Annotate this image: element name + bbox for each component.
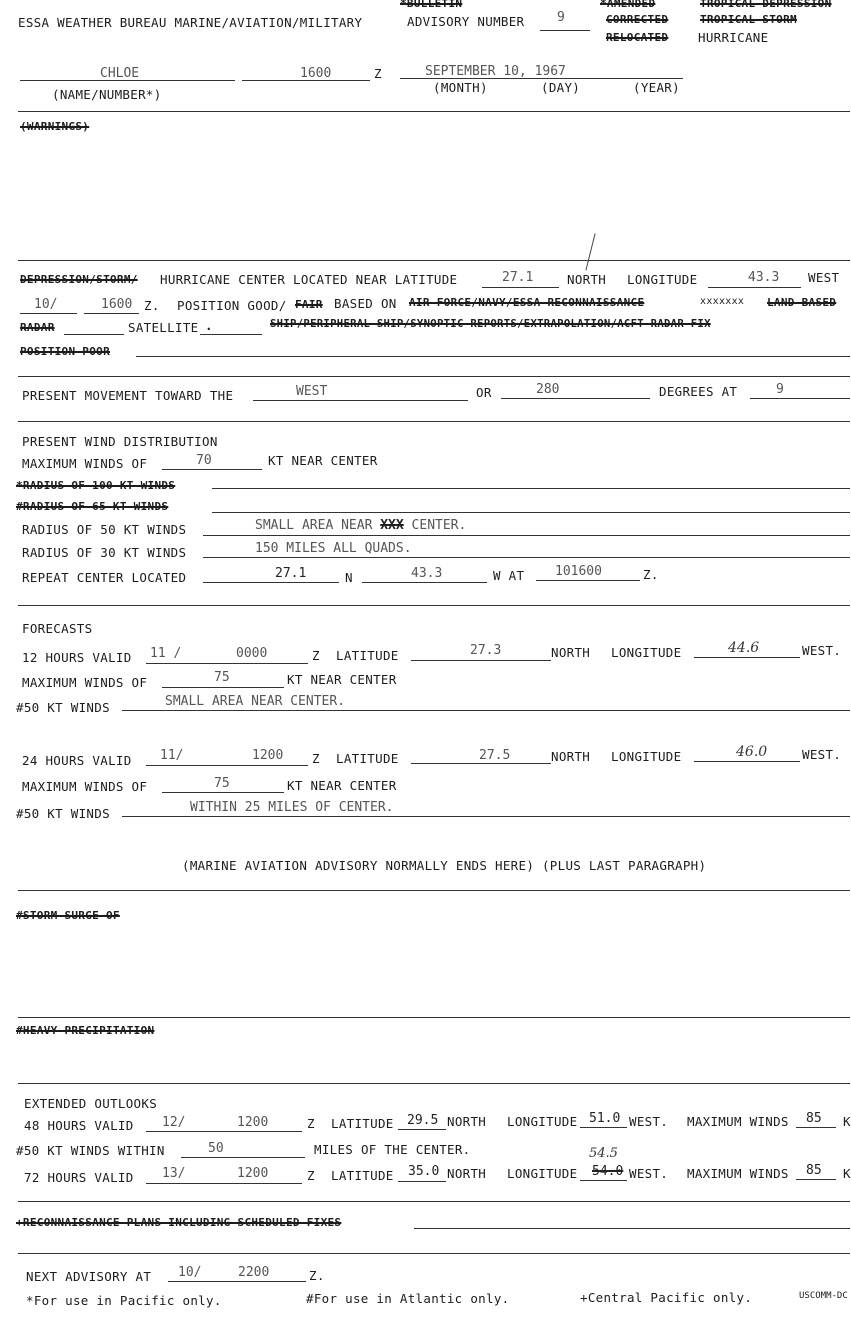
f12-day: 11 /	[150, 646, 182, 661]
recon-plans-label: +RECONNAISSANCE PLANS INCLUDING SCHEDULED FIXES	[16, 1216, 342, 1229]
outlook-w50-value: 50	[208, 1141, 224, 1156]
footnote-atlantic: #For use in Atlantic only.	[306, 1291, 510, 1306]
storm-name: CHLOE	[100, 66, 140, 81]
tropical-depression-label: TROPICAL DEPRESSION	[700, 0, 832, 10]
advisory-number-label: ADVISORY NUMBER	[407, 14, 525, 29]
outlook-w50-label: #50 KT WINDS WITHIN	[16, 1143, 165, 1158]
movement-label: PRESENT MOVEMENT TOWARD THE	[22, 388, 234, 403]
center-longitude-label: LONGITUDE	[627, 272, 698, 287]
h48-lat: 29.5	[407, 1113, 439, 1128]
h72-max: 85	[806, 1163, 822, 1178]
header-date: SEPTEMBER 10, 1967	[425, 64, 566, 79]
h48-z: Z	[307, 1116, 315, 1131]
max-winds-suffix: KT NEAR CENTER	[268, 453, 378, 468]
radar-label: RADAR	[20, 321, 55, 334]
advisory-number-value: 9	[557, 10, 565, 25]
f24-lon-label: LONGITUDE	[611, 749, 682, 764]
day-caption: (DAY)	[541, 80, 581, 95]
h72-lat: 35.0	[408, 1164, 440, 1179]
center-latitude: 27.1	[502, 270, 534, 285]
center-time: 1600	[101, 297, 133, 312]
f12-max-suffix: KT NEAR CENTER	[287, 672, 397, 687]
repeat-time: 101600	[555, 564, 602, 579]
h48-lon-label: LONGITUDE	[507, 1114, 578, 1129]
radius-30-value: 150 MILES ALL QUADS.	[255, 541, 412, 556]
movement-or: OR	[476, 385, 492, 400]
f24-max-suffix: KT NEAR CENTER	[287, 778, 397, 793]
f12-lat-label: LATITUDE	[336, 648, 399, 663]
h48-time: 1200	[237, 1115, 269, 1130]
f24-max-label: MAXIMUM WINDS OF	[22, 779, 148, 794]
movement-degrees: 280	[536, 382, 560, 397]
h48-cut: K	[843, 1114, 851, 1129]
storm-surge-label: #STORM SURGE OF	[16, 909, 120, 922]
relocated-label: RELOCATED	[606, 31, 669, 44]
max-winds-label: MAXIMUM WINDS OF	[22, 456, 148, 471]
h72-north: NORTH	[447, 1166, 487, 1181]
h72-lon-struck: 54.0	[592, 1164, 624, 1179]
f24-lon: 46.0	[736, 744, 768, 760]
f12-north: NORTH	[551, 645, 591, 660]
f24-lat-label: LATITUDE	[336, 751, 399, 766]
h48-north: NORTH	[447, 1114, 487, 1129]
tropical-storm-label: TROPICAL STORM	[700, 13, 797, 26]
h72-lat-label: LATITUDE	[331, 1168, 394, 1183]
year-caption: (YEAR)	[633, 80, 680, 95]
f24-lat: 27.5	[479, 748, 511, 763]
month-caption: (MONTH)	[433, 80, 488, 95]
outlook-w50-suffix: MILES OF THE CENTER.	[314, 1142, 471, 1157]
repeat-latitude: 27.1	[275, 566, 307, 581]
f12-lat: 27.3	[470, 643, 502, 658]
h48-lat-label: LATITUDE	[331, 1116, 394, 1131]
bureau-title: ESSA WEATHER BUREAU MARINE/AVIATION/MILITARY	[18, 15, 363, 30]
h72-west: WEST.	[629, 1166, 669, 1181]
bulletin-label: *BULLETIN	[400, 0, 463, 10]
position-fair: FAIR	[295, 298, 323, 311]
footnote-pacific: *For use in Pacific only.	[26, 1293, 222, 1308]
f12-max: 75	[214, 670, 230, 685]
footnote-central: +Central Pacific only.	[580, 1290, 753, 1305]
radius-50-label: RADIUS OF 50 KT WINDS	[22, 522, 187, 537]
next-advisory-z: Z.	[309, 1268, 325, 1283]
f24-z: Z	[312, 751, 320, 766]
next-advisory-time: 2200	[238, 1265, 270, 1280]
radius-30-label: RADIUS OF 30 KT WINDS	[22, 545, 187, 560]
center-longitude: 43.3	[748, 270, 780, 285]
header-time: 1600	[300, 66, 332, 81]
header-z: Z	[374, 66, 382, 81]
h72-time: 1200	[237, 1166, 269, 1181]
repeat-center-label: REPEAT CENTER LOCATED	[22, 570, 187, 585]
name-caption: (NAME/NUMBER*)	[52, 87, 162, 102]
repeat-longitude: 43.3	[411, 566, 443, 581]
based-on-label: BASED ON	[334, 296, 397, 311]
satellite-label: SATELLITE	[128, 320, 199, 335]
h48-max: 85	[806, 1111, 822, 1126]
hurricane-label: HURRICANE	[698, 30, 769, 45]
f12-w50: SMALL AREA NEAR CENTER.	[165, 694, 346, 709]
f24-label: 24 HOURS VALID	[22, 753, 132, 768]
form-code: USCOMM-DC	[799, 1291, 848, 1301]
radius-65-label: #RADIUS OF 65 KT WINDS	[16, 500, 169, 513]
amended-label: *AMENDED	[600, 0, 656, 10]
center-z: Z.	[144, 298, 160, 313]
f12-time: 0000	[236, 646, 268, 661]
radius-100-label: *RADIUS OF 100 KT WINDS	[16, 479, 176, 492]
wind-header: PRESENT WIND DISTRIBUTION	[22, 434, 218, 449]
f12-lon-label: LONGITUDE	[611, 645, 682, 660]
satellite-mark: .	[205, 318, 213, 333]
f24-day: 11/	[160, 748, 184, 763]
movement-direction: WEST	[296, 384, 328, 399]
repeat-n: N	[345, 570, 353, 585]
recon-source: AIR FORCE/NAVY/ESSA RECONNAISSANCE	[409, 296, 645, 309]
corrected-label: CORRECTED	[606, 13, 669, 26]
h72-lon-label: LONGITUDE	[507, 1166, 578, 1181]
f12-west: WEST.	[802, 643, 842, 658]
movement-degrees-label: DEGREES AT	[659, 384, 738, 399]
f12-max-label: MAXIMUM WINDS OF	[22, 675, 148, 690]
h48-west: WEST.	[629, 1114, 669, 1129]
f24-w50: WITHIN 25 MILES OF CENTER.	[190, 800, 394, 815]
heavy-precip-label: #HEAVY PRECIPITATION	[16, 1024, 155, 1037]
h72-lon-correction: 54.5	[589, 1146, 618, 1161]
land-based: LAND BASED	[767, 296, 837, 309]
marine-note: (MARINE AVIATION ADVISORY NORMALLY ENDS HERE) (PLUS LAST PARAGRAPH)	[182, 858, 707, 873]
center-day: 10/	[34, 297, 58, 312]
center-west: WEST	[808, 270, 840, 285]
f12-z: Z	[312, 648, 320, 663]
f24-west: WEST.	[802, 747, 842, 762]
h48-day: 12/	[162, 1115, 186, 1130]
h48-lon: 51.0	[589, 1111, 621, 1126]
movement-speed: 9	[776, 382, 784, 397]
center-located-label: HURRICANE CENTER LOCATED NEAR LATITUDE	[160, 272, 458, 287]
f12-w50-label: #50 KT WINDS	[16, 700, 110, 715]
f24-w50-label: #50 KT WINDS	[16, 806, 110, 821]
position-good-label: POSITION GOOD/	[177, 298, 287, 313]
h72-day: 13/	[162, 1166, 186, 1181]
f24-north: NORTH	[551, 749, 591, 764]
ship-reports: SHIP/PERIPHERAL SHIP/SYNOPTIC REPORTS/EXTRAPOLATION/ACFT RADAR FIX	[270, 318, 711, 330]
next-advisory-day: 10/	[178, 1265, 202, 1280]
radius-50-value: SMALL AREA NEAR XXX CENTER.	[255, 518, 467, 533]
f24-max: 75	[214, 776, 230, 791]
max-winds-value: 70	[196, 453, 212, 468]
f12-lon: 44.6	[728, 640, 760, 656]
center-north: NORTH	[567, 272, 607, 287]
position-poor: POSITION POOR	[20, 345, 110, 358]
h72-max-label: MAXIMUM WINDS	[687, 1166, 789, 1181]
h48-max-label: MAXIMUM WINDS	[687, 1114, 789, 1129]
next-advisory-label: NEXT ADVISORY AT	[26, 1269, 152, 1284]
warnings-label: (WARNINGS)	[20, 120, 90, 133]
f12-label: 12 HOURS VALID	[22, 650, 132, 665]
recon-xs: xxxxxxx	[700, 296, 745, 307]
h48-label: 48 HOURS VALID	[24, 1118, 134, 1133]
repeat-z: Z.	[643, 567, 659, 582]
h72-label: 72 HOURS VALID	[24, 1170, 134, 1185]
f24-time: 1200	[252, 748, 284, 763]
forecasts-header: FORECASTS	[22, 621, 93, 636]
outlooks-header: EXTENDED OUTLOOKS	[24, 1096, 158, 1111]
repeat-w-at: W AT	[493, 568, 525, 583]
center-type-prefix: DEPRESSION/STORM/	[20, 273, 138, 286]
h72-z: Z	[307, 1168, 315, 1183]
h72-cut: K	[843, 1166, 851, 1181]
